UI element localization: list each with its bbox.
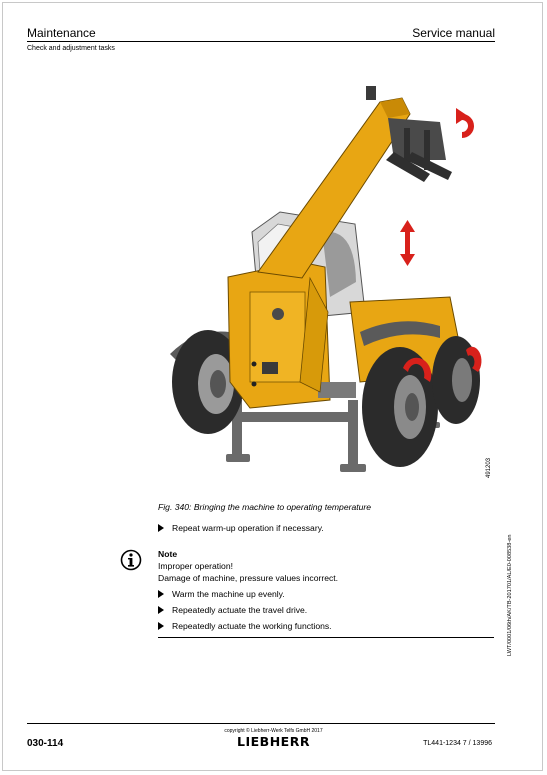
bullet-triangle-icon <box>158 590 164 598</box>
note-step-item <box>158 589 285 599</box>
figure-code: 491203 <box>486 457 492 478</box>
figure-caption: Fig. 340: Bringing the machine to operating temperature <box>158 502 372 512</box>
bullet-triangle-icon <box>158 622 164 630</box>
note-rule <box>158 637 494 638</box>
step-item <box>158 523 324 533</box>
note-text: Damage of machine, pressure values incorrect. <box>158 573 339 583</box>
header-subtitle: Check and adjustment tasks <box>27 45 115 52</box>
note-text: Improper operation! <box>158 561 233 571</box>
step-text: Repeat warm-up operation if necessary. <box>172 523 324 533</box>
side-document-code: LWT/0001/06th/AK/TB-201701/AL/E0-008538-en <box>507 534 513 656</box>
document-number: TL441-1234 7 / 13996 <box>423 740 492 747</box>
header-manual: Service manual <box>412 26 495 40</box>
bullet-triangle-icon <box>158 606 164 614</box>
header-rule <box>27 41 495 42</box>
info-icon <box>120 549 142 571</box>
note-step-item <box>158 621 332 631</box>
telehandler-illustration <box>150 82 490 482</box>
page-number: 030-114 <box>27 738 64 749</box>
bullet-triangle-icon <box>158 524 164 532</box>
note-step-item <box>158 605 307 615</box>
copyright: copyright © Liebherr-Werk Telfs GmbH 2017 <box>224 728 323 734</box>
note-step-text: Repeatedly actuate the working functions. <box>172 621 332 631</box>
fork-carriage <box>386 118 452 182</box>
footer-rule <box>27 723 495 724</box>
header-title: Maintenance <box>27 26 96 40</box>
note-step-text: Repeatedly actuate the travel drive. <box>172 605 308 615</box>
note-heading: Note <box>158 549 178 559</box>
note-step-text: Warm the machine up evenly. <box>172 589 285 599</box>
liebherr-logo: LIEBHERR <box>237 734 310 749</box>
